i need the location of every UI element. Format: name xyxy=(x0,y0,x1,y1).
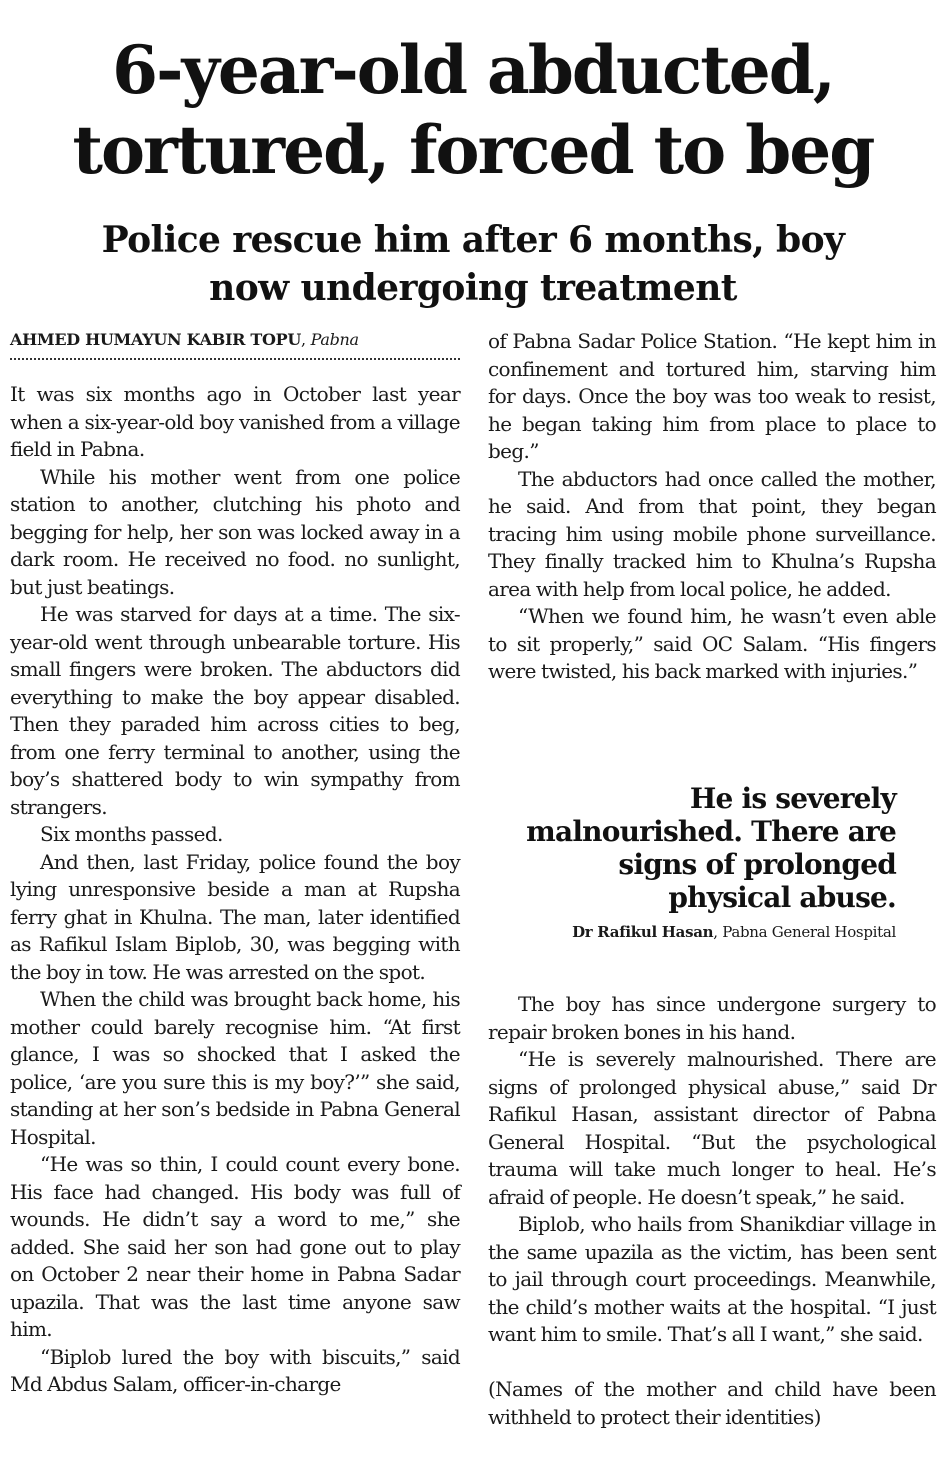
editor-note: (Names of the mother and child have been withheld to protect their identities) xyxy=(488,1377,936,1429)
article-paragraph: “He is severely malnourished. There are signs of prolonged physical abuse,” said Dr Rafikul Hasan, assistant director of Pabna General Hospital. “But the psychological trauma will take much longer to heal. He’s afraid of people. He doesn’t speak,” he said. xyxy=(488,1047,936,1209)
article-column-right-bottom xyxy=(488,991,936,1431)
subheadline xyxy=(0,216,946,312)
byline xyxy=(10,330,460,360)
article-paragraph: It was six months ago in October last year when a six-year-old boy vanished from a village field in Pabna. xyxy=(10,382,460,461)
pull-quote-attribution xyxy=(496,922,896,942)
byline-location: Pabna xyxy=(310,330,359,349)
article-column-right-top xyxy=(488,328,936,686)
subheadline-line-1: Police rescue him after 6 months, boy xyxy=(101,219,845,261)
article-paragraph: Six months passed. xyxy=(40,822,223,846)
byline-separator: , xyxy=(301,330,311,349)
pull-quote-speaker: Dr Rafikul Hasan xyxy=(572,923,714,941)
pull-quote-text: He is severely malnourished. There are signs of prolonged physical abuse. xyxy=(526,782,896,914)
article-paragraph: The boy has since undergone surgery to repair broken bones in his hand. xyxy=(488,992,936,1044)
article-paragraph: The abductors had once called the mother, he said. And from that point, they began tracing him using mobile phone surveillance. They finally tracked him to Khulna’s Rupsha area with help from local police, he added. xyxy=(488,466,936,601)
byline-author: AHMED HUMAYUN KABIR TOPU xyxy=(10,330,302,349)
headline-line-1: 6-year-old abducted, xyxy=(112,31,834,109)
pull-quote-affiliation: Pabna General Hospital xyxy=(722,923,896,941)
subheadline-line-2: now undergoing treatment xyxy=(209,267,737,309)
article-paragraph: When the child was brought back home, his mother could barely recognise him. “At first glance, I was so shocked that I asked the police, ‘are you sure this is my boy?’” she said, standing at her son’s bedside in Pabna General Hospital. xyxy=(10,987,460,1149)
article-paragraph: While his mother went from one police station to another, clutching his photo and begging for help, her son was locked away in a dark room. He received no food. no sunlight, but just beatings. xyxy=(10,464,460,599)
pull-quote xyxy=(496,782,896,942)
headline xyxy=(0,30,946,190)
article-paragraph: And then, last Friday, police found the boy lying unresponsive beside a man at Rupsha ferry ghat in Khulna. The man, later identified as Rafikul Islam Biplob, 30, was begging with the boy in tow. He was arrested on the spot. xyxy=(10,849,460,984)
article-paragraph: “He was so thin, I could count every bone. His face had changed. His body was full of wounds. He didn’t say a word to me,” she added. She said her son had gone out to play on October 2 near their home in Pabna Sadar upazila. That was the last time anyone saw him. xyxy=(10,1152,460,1341)
article-paragraph: “Biplob lured the boy with biscuits,” said Md Abdus Salam, officer-in-charge xyxy=(10,1344,460,1396)
pull-quote-separator: , xyxy=(713,923,723,941)
article-paragraph: “When we found him, he wasn’t even able to sit properly,” said OC Salam. “His fingers were twisted, his back marked with injuries.” xyxy=(488,604,936,683)
article-column-left xyxy=(10,381,460,1399)
article-paragraph: He was starved for days at a time. The six-year-old went through unbearable torture. His small fingers were broken. The abductors did everything to make the boy appear disabled. Then they paraded him across cities to beg, from one ferry terminal to another, using the boy’s shattered body to win sympathy from strangers. xyxy=(10,602,460,819)
headline-line-2: tortured, forced to beg xyxy=(72,111,874,189)
article-paragraph: Biplob, who hails from Shanikdiar village in the same upazila as the victim, has been sent to jail through court proceedings. Meanwhile, the child’s mother waits at the hospital. “I just want him to smile. That’s all I want,” she said. xyxy=(488,1212,936,1346)
article-paragraph: of Pabna Sadar Police Station. “He kept him in confinement and tortured him, starving him for days. Once the boy was too weak to resist, he began taking him from place to place to beg.” xyxy=(488,329,936,463)
